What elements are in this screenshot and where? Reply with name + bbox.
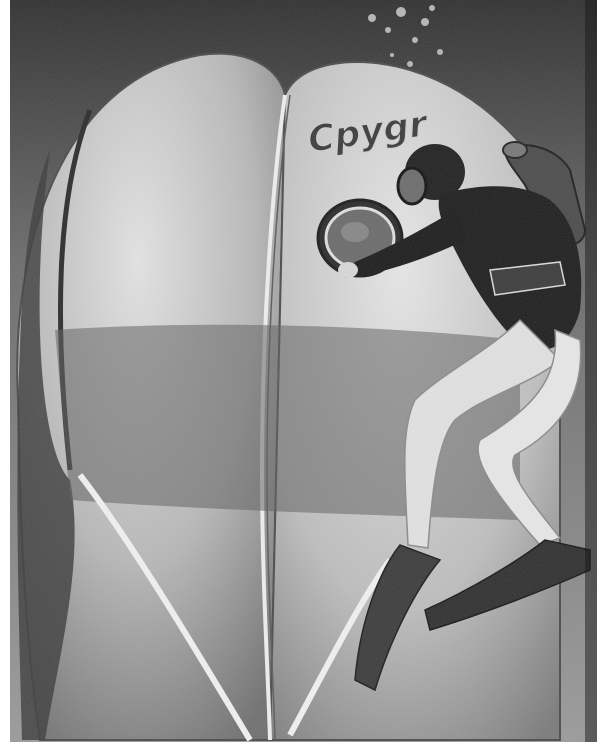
right-edge-shadow bbox=[585, 0, 597, 742]
grain-overlay bbox=[10, 0, 597, 742]
